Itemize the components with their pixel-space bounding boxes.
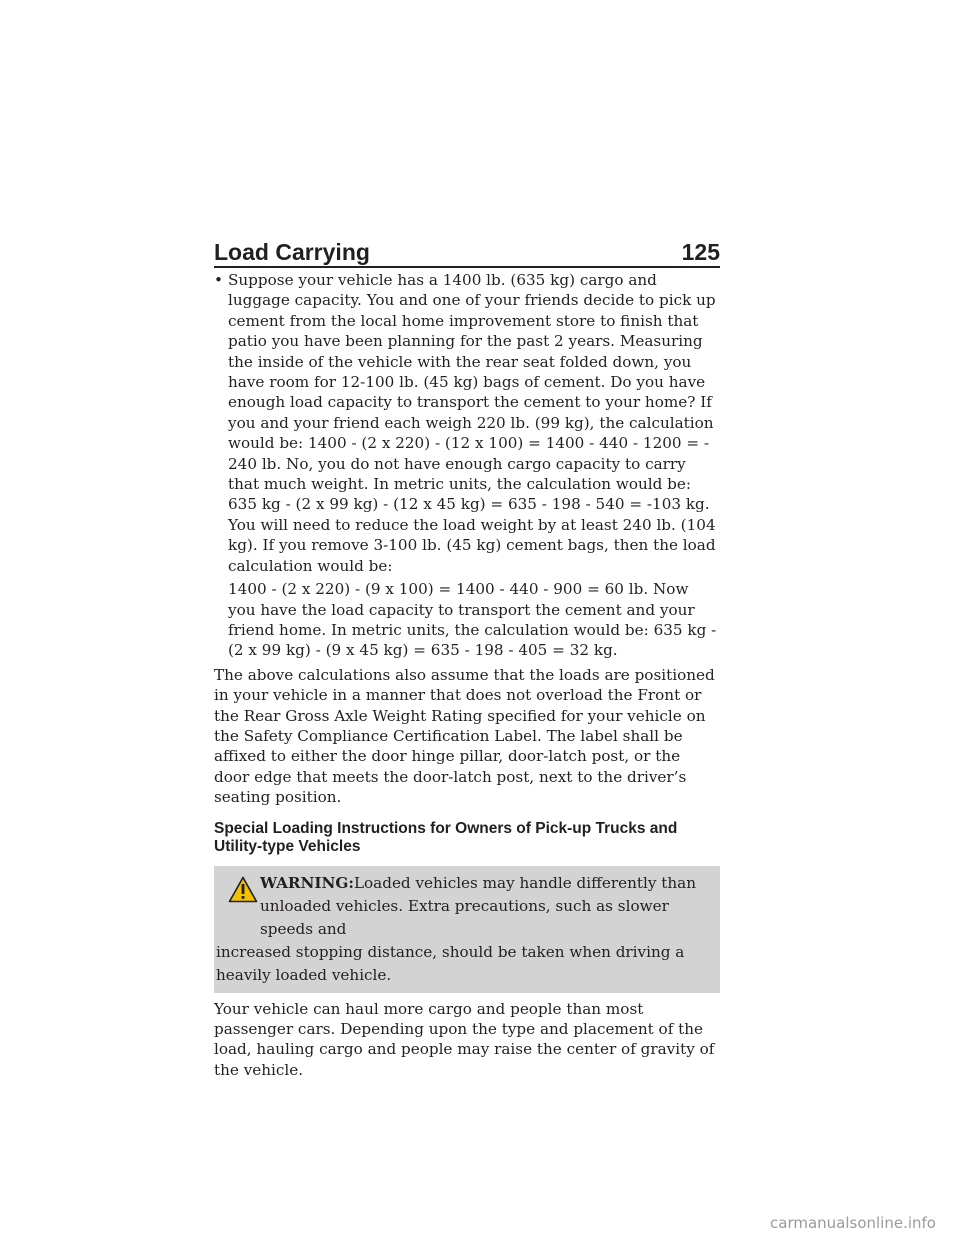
warning-text-first: [214, 872, 716, 941]
header-divider: [214, 266, 720, 268]
bullet-item: [214, 270, 720, 576]
paragraph-center-of-gravity: Your vehicle can haul more cargo and people than most passenger cars. Depending upon the type and placement of the load, hauling cargo and people may raise the center of gravity of the vehicle.: [214, 999, 715, 1079]
warning-label: WARNING:: [260, 873, 354, 892]
warning-text-lead: Loaded vehicles may handle differently than unloaded vehicles. Extra precautions, such as slower speeds and: [260, 873, 697, 938]
page-number: 125: [681, 239, 720, 265]
warning-text-rest: increased stopping distance, should be taken when driving a heavily loaded vehicle.: [216, 942, 685, 984]
section-subheading: Special Loading Instructions for Owners of Pick-up Trucks and Utility-type Vehicles: [214, 819, 678, 855]
paragraph-load-positioning: The above calculations also assume that the loads are positioned in your vehicle in a manner that does not overload the Front or the Rear Gross Axle Weight Rating specified for your vehicle on the Safety Compliance Certification Label. The label shall be affixed to either the door hinge pillar, door-latch post, or the door edge that meets the door-latch post, next to the driver’s seating position.: [214, 665, 715, 807]
page-content: [214, 270, 720, 1080]
bullet-continuation: 1400 - (2 x 220) - (9 x 100) = 1400 - 440 - 900 = 60 lb. Now you have the load capacity to transport the cement and your friend home. In metric units, the calculation would be: 635 kg - (2 x 99 kg) - (9 x 45 kg) = 635 - 198 - 405 = 32 kg.: [228, 580, 717, 660]
warning-box: [214, 866, 720, 993]
warning-triangle-icon: [228, 876, 258, 903]
page-title: Load Carrying: [214, 239, 370, 265]
page-header: [214, 226, 720, 266]
watermark: carmanualsonline.info: [770, 1214, 936, 1232]
bullet-marker: •: [214, 271, 223, 289]
bullet-text: Suppose your vehicle has a 1400 lb. (635 kg) cargo and luggage capacity. You and one of your friends decide to pick up cement from the local home improvement store to finish that patio you have been planning for the past 2 years. Measuring the inside of the vehicle with the rear seat folded down, you have room for 12-100 lb. (45 kg) bags of cement. Do you have enough load capacity to transport the cement to your home? If you and your friend each weigh 220 lb. (99 kg), the calculation would be: 1400 - (2 x 220) - (12 x 100) = 1400 - 440 - 1200 = - 240 lb. No, you do not have enough cargo capacity to carry that much weight. In metric units, the calculation would be: 635 kg - (2 x 99 kg) - (12 x 45 kg) = 635 - 198 - 540 = -103 kg. You will need to reduce the load weight by at least 240 lb. (104 kg). If you remove 3-100 lb. (45 kg) cement bags, then the load calculation would be:: [228, 271, 716, 575]
